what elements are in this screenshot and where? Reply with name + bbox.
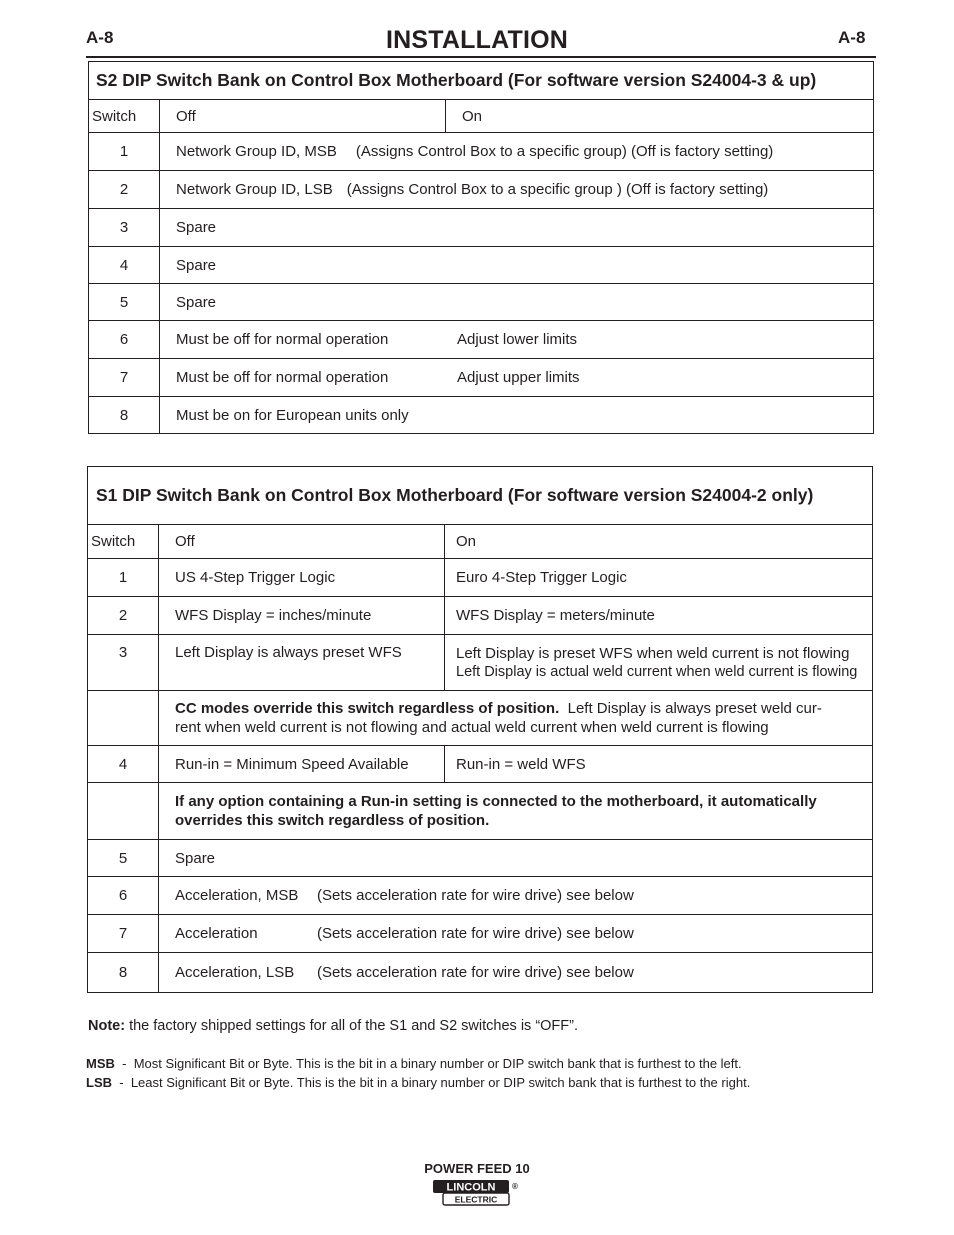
table-row — [88, 746, 873, 783]
s1-col-switch: Switch — [88, 525, 159, 559]
cc-note-bold: CC modes override this switch regardless of position. — [175, 700, 560, 717]
svg-text:®: ® — [512, 1182, 518, 1191]
page-title: INSTALLATION — [385, 26, 568, 54]
switch-number: 6 — [88, 877, 159, 915]
table-row — [88, 691, 873, 746]
table-row — [88, 635, 873, 691]
switch-on-setting: WFS Display = meters/minute — [445, 597, 873, 635]
switch-off-setting: US 4-Step Trigger Logic — [159, 559, 445, 597]
s1-title-row — [88, 467, 873, 525]
switch-description: Acceleration, LSB (Sets acceleration rate for wire drive) see below — [159, 953, 873, 993]
lsb-definition: LSB - Least Significant Bit or Byte. This is the bit in a binary number or DIP switch bank that is furthest to the right. — [86, 1075, 751, 1090]
switch-description: Spare — [159, 840, 873, 877]
switch-number: 1 — [89, 133, 160, 171]
switch-description: Acceleration, MSB (Sets acceleration rate for wire drive) see below — [159, 877, 873, 915]
switch-description: Acceleration (Sets acceleration rate for wire drive) see below — [159, 915, 873, 953]
table-row — [89, 284, 874, 321]
product-name: POWER FEED 10 — [424, 1161, 530, 1176]
switch-on-setting — [445, 635, 873, 691]
switch-description: Spare — [160, 209, 874, 247]
run-in-note-line-1: If any option containing a Run-in setting is connected to the motherboard, it automatically — [175, 793, 817, 810]
switch-on-setting: Run-in = weld WFS — [445, 746, 873, 783]
run-in-note-line-2: overrides this switch regardless of position. — [175, 812, 490, 829]
s2-col-off: Off — [160, 100, 446, 133]
lincoln-electric-logo — [432, 1179, 522, 1207]
factory-settings-note — [88, 1018, 578, 1034]
s2-header-row — [89, 100, 874, 133]
s1-switch-table — [87, 466, 873, 993]
switch-number: 5 — [89, 284, 160, 321]
s2-title-row — [89, 62, 874, 100]
s2-switch-table — [88, 61, 874, 434]
switch-number: 8 — [88, 953, 159, 993]
cc-note-text: Left Display is always preset weld cur- — [567, 700, 822, 717]
switch-number: 7 — [88, 915, 159, 953]
switch-description: Must be on for European units only — [160, 397, 874, 434]
switch-number: 5 — [88, 840, 159, 877]
switch-number: 4 — [89, 247, 160, 284]
page-number-right: A-8 — [838, 28, 866, 47]
s2-col-on: On — [446, 100, 874, 133]
page-number-left: A-8 — [86, 28, 114, 47]
switch-description: Spare — [160, 247, 874, 284]
switch-number: 2 — [89, 171, 160, 209]
s2-col-switch: Switch — [89, 100, 160, 133]
table-row — [88, 597, 873, 635]
switch-number: 4 — [88, 746, 159, 783]
msb-definition: MSB - Most Significant Bit or Byte. This is the bit in a binary number or DIP switch bank that is furthest to the left. — [86, 1056, 742, 1071]
run-in-note — [159, 783, 873, 840]
s1-col-off: Off — [159, 525, 445, 559]
cc-note-line-2: rent when weld current is not flowing and actual weld current when weld current is flowing — [175, 719, 769, 736]
definition-term: MSB — [86, 1056, 115, 1071]
table-row — [89, 321, 874, 359]
switch-number: 7 — [89, 359, 160, 397]
table-row — [88, 877, 873, 915]
table-row — [89, 247, 874, 284]
switch-number: 3 — [89, 209, 160, 247]
switch-description: Spare — [160, 284, 874, 321]
table-row — [88, 559, 873, 597]
on-setting-line-2: Left Display is actual weld current when weld current is flowing — [456, 663, 858, 680]
table-row — [89, 359, 874, 397]
empty-switch-cell — [88, 783, 159, 840]
switch-number: 2 — [88, 597, 159, 635]
table-row — [88, 915, 873, 953]
switch-off-setting: WFS Display = inches/minute — [159, 597, 445, 635]
definition-term: LSB — [86, 1075, 112, 1090]
switch-on-setting: Euro 4-Step Trigger Logic — [445, 559, 873, 597]
svg-text:LINCOLN: LINCOLN — [446, 1181, 496, 1194]
table-row — [88, 783, 873, 840]
table-row — [89, 133, 874, 171]
empty-switch-cell — [88, 691, 159, 746]
note-label: Note: — [88, 1018, 126, 1034]
switch-off-setting: Left Display is always preset WFS — [159, 635, 445, 691]
switch-description: Network Group ID, MSB (Assigns Control Box to a specific group) (Off is factory setting) — [160, 133, 874, 171]
switch-description: Must be off for normal operation Adjust lower limits — [160, 321, 874, 359]
switch-description: Must be off for normal operation Adjust upper limits — [160, 359, 874, 397]
cc-mode-note — [159, 691, 873, 746]
table-row — [89, 171, 874, 209]
switch-number: 1 — [88, 559, 159, 597]
table-row — [88, 953, 873, 993]
svg-text:ELECTRIC: ELECTRIC — [454, 1194, 498, 1205]
switch-number: 8 — [89, 397, 160, 434]
switch-off-setting: Run-in = Minimum Speed Available — [159, 746, 445, 783]
table-row — [89, 397, 874, 434]
definition-text: Most Significant Bit or Byte. This is the bit in a binary number or DIP switch bank that is furthest to the left. — [133, 1056, 742, 1071]
s1-col-on: On — [445, 525, 873, 559]
switch-description: Network Group ID, LSB (Assigns Control Box to a specific group ) (Off is factory setting) — [160, 171, 874, 209]
definition-text: Least Significant Bit or Byte. This is the bit in a binary number or DIP switch bank that is furthest to the right. — [130, 1075, 751, 1090]
switch-number: 6 — [89, 321, 160, 359]
header-rule — [86, 56, 876, 58]
table-row — [89, 209, 874, 247]
switch-number: 3 — [88, 635, 159, 691]
on-setting-line-1: Left Display is preset WFS when weld current is not flowing — [456, 644, 850, 662]
table-row — [88, 840, 873, 877]
s1-header-row — [88, 525, 873, 559]
s2-table-title: S2 DIP Switch Bank on Control Box Motherboard (For software version S24004-3 & up) — [89, 62, 874, 100]
note-text: the factory shipped settings for all of the S1 and S2 switches is “OFF”. — [129, 1018, 578, 1034]
s1-table-title: S1 DIP Switch Bank on Control Box Motherboard (For software version S24004-2 only) — [88, 467, 873, 525]
